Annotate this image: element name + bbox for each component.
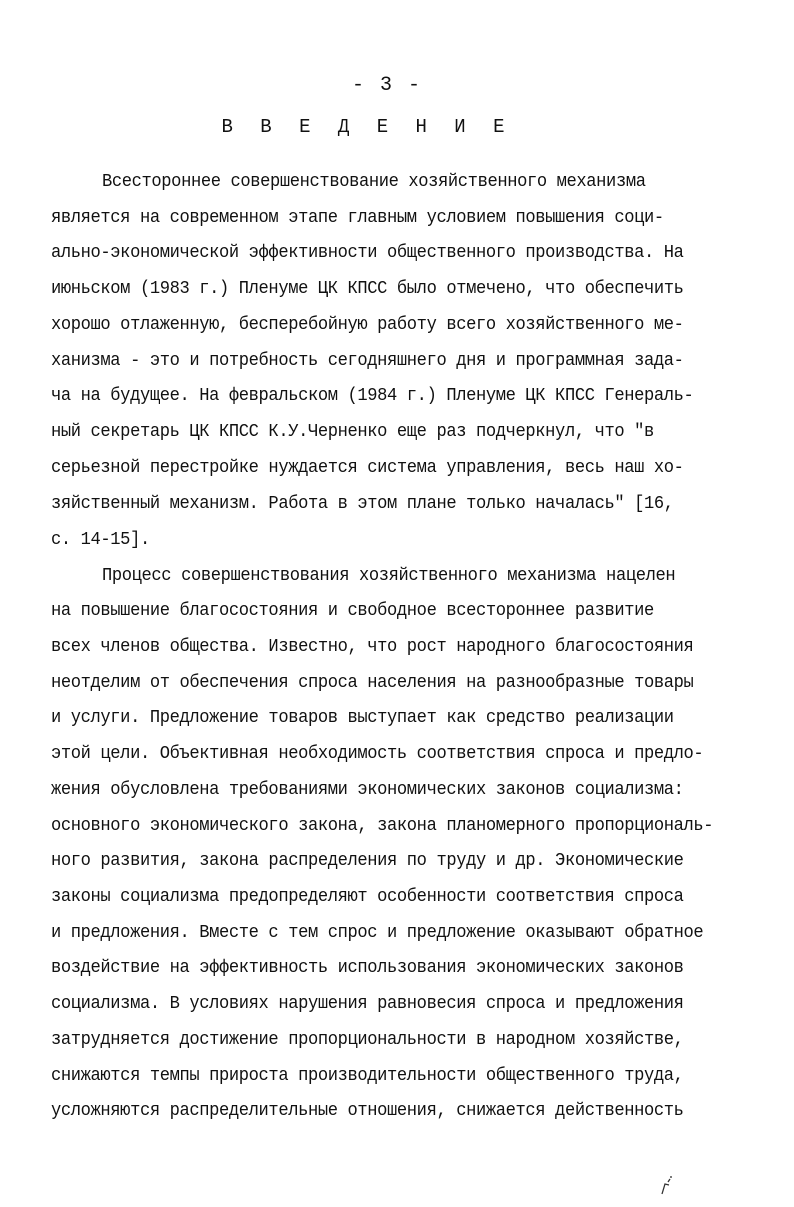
text-line: ча на будущее. На февральском (1984 г.) Пленуме ЦК КПСС Генераль-: [51, 386, 694, 406]
text-line: воздействие на эффективность использования экономических законов: [51, 958, 684, 978]
text-line: серьезной перестройке нуждается система управления, весь наш хо-: [51, 458, 684, 478]
text-line: социализма. В условиях нарушения равновесия спроса и предложения: [51, 994, 684, 1014]
handwritten-mark-icon: [660, 1168, 674, 1196]
text-line: является на современном этапе главным условием повышения соци-: [51, 208, 664, 228]
section-title: В В Е Д Е Н И Е: [221, 116, 513, 138]
page-number: - 3 -: [351, 74, 422, 97]
text-line: и услуги. Предложение товаров выступает как средство реализации: [51, 708, 674, 728]
text-line: этой цели. Объективная необходимость соответствия спроса и предло-: [51, 744, 704, 764]
text-line: с. 14-15].: [51, 530, 150, 550]
text-line: законы социализма предопределяют особенности соответствия спроса: [51, 887, 684, 907]
text-line: затрудняется достижение пропорциональности в народном хозяйстве,: [51, 1030, 684, 1050]
text-line: ного развития, закона распределения по труду и др. Экономические: [51, 851, 684, 871]
text-line: зяйственный механизм. Работа в этом плане только началась" [16,: [51, 494, 674, 514]
text-line: основного экономического закона, закона планомерного пропорциональ-: [51, 816, 714, 836]
text-line: ально-экономической эффективности общественного производства. На: [51, 243, 684, 263]
text-line: Процесс совершенствования хозяйственного механизма нацелен: [102, 566, 676, 586]
text-line: ный секретарь ЦК КПСС К.У.Черненко еще раз подчеркнул, что "в: [51, 422, 654, 442]
text-line: Всестороннее совершенствование хозяйственного механизма: [102, 172, 646, 192]
text-line: хорошо отлаженную, бесперебойную работу всего хозяйственного ме-: [51, 315, 684, 335]
text-line: неотделим от обеспечения спроса населения на разнообразные товары: [51, 673, 694, 693]
text-line: жения обусловлена требованиями экономических законов социализма:: [51, 780, 684, 800]
text-line: ханизма - это и потребность сегодняшнего дня и программная зада-: [51, 351, 684, 371]
text-line: снижаются темпы прироста производительности общественного труда,: [51, 1066, 684, 1086]
text-line: июньском (1983 г.) Пленуме ЦК КПСС было отмечено, что обеспечить: [51, 279, 684, 299]
text-line: всех членов общества. Известно, что рост народного благосостояния: [51, 637, 694, 657]
text-line: и предложения. Вместе с тем спрос и предложение оказывают обратное: [51, 923, 704, 943]
text-line: усложняются распределительные отношения, снижается действенность: [51, 1101, 684, 1121]
text-line: на повышение благосостояния и свободное всестороннее развитие: [51, 601, 654, 621]
